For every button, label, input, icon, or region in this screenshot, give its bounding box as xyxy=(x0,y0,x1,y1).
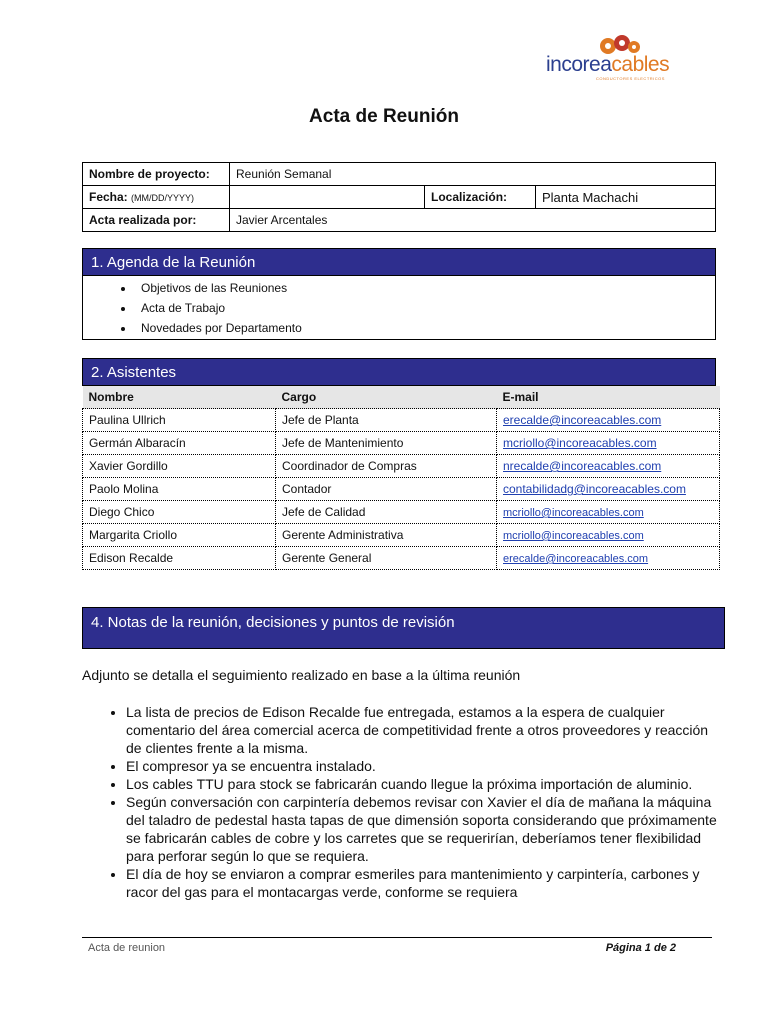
note-item: • El día de hoy se enviaron a comprar esmeriles para mantenimiento y carpintería, carbones y racor del gas para el montacargas verde, conforme se requiera xyxy=(126,865,726,901)
project-info-table xyxy=(82,162,716,232)
author-value: Javier Arcentales xyxy=(230,209,716,232)
document-title: Acta de Reunión xyxy=(309,106,459,127)
agenda-box xyxy=(82,276,716,340)
footer-page-number: Página 1 de 2 xyxy=(605,942,676,954)
date-value xyxy=(230,186,425,209)
date-label: Fecha: (MM/DD/YYYY) xyxy=(83,186,230,209)
footer-doc-name: Acta de reunion xyxy=(88,942,166,954)
attendee-role: Jefe de Mantenimiento xyxy=(276,432,497,455)
footer-divider xyxy=(82,937,712,938)
attendee-email-link[interactable]: mcriollo@incoreacables.com xyxy=(503,530,644,542)
attendee-role: Contador xyxy=(276,478,497,501)
attendee-email-link[interactable]: erecalde@incoreacables.com xyxy=(503,553,649,565)
attendee-role: Coordinador de Compras xyxy=(276,455,497,478)
note-item: • Los cables TTU para stock se fabricarán cuando llegue la próxima importación de aluminio. xyxy=(126,775,726,793)
column-header-email: E-mail xyxy=(497,386,720,409)
agenda-list xyxy=(83,278,715,338)
table-row xyxy=(83,501,720,524)
note-item: • La lista de precios de Edison Recalde fue entregada, estamos a la espera de cualquier comentario del área comercial acerca de competitividad frente a otros proveedores y reacción de clientes frente a la misma. xyxy=(126,703,726,757)
attendees-heading: 2. Asistentes xyxy=(82,358,716,386)
attendee-role: Gerente General xyxy=(276,547,497,570)
attendee-email-link[interactable]: mcriollo@incoreacables.com xyxy=(503,436,657,450)
attendees-table xyxy=(82,386,720,570)
attendee-email-link[interactable]: contabilidadg@incoreacables.com xyxy=(503,482,686,496)
agenda-heading: 1. Agenda de la Reunión xyxy=(82,248,716,276)
agenda-item: • Objetivos de las Reuniones xyxy=(135,278,715,298)
attendee-email-link[interactable]: erecalde@incoreacables.com xyxy=(503,413,662,427)
attendee-role: Gerente Administrativa xyxy=(276,524,497,547)
project-value: Reunión Semanal xyxy=(230,163,716,186)
table-row xyxy=(83,455,720,478)
attendee-name: Germán Albaracín xyxy=(83,432,276,455)
notes-heading: 4. Notas de la reunión, decisiones y puntos de revisión xyxy=(82,607,725,649)
attendee-name: Diego Chico xyxy=(83,501,276,524)
column-header-name: Nombre xyxy=(83,386,276,409)
attendee-name: Margarita Criollo xyxy=(83,524,276,547)
table-row xyxy=(83,524,720,547)
attendee-role: Jefe de Planta xyxy=(276,409,497,432)
attendees-header-row xyxy=(83,386,720,409)
note-item: • Según conversación con carpintería debemos revisar con Xavier el día de mañana la máquina del taladro de pedestal hasta tapas de que dimensión soporta considerando que próximamente se fabricarán cables de cobre y los carretes que se requerirían, deberíamos tener flexibilidad para perforar según lo que se requiera. xyxy=(126,793,726,865)
attendee-name: Paolo Molina xyxy=(83,478,276,501)
location-value: Planta Machachi xyxy=(536,186,716,209)
attendee-email-link[interactable]: mcriollo@incoreacables.com xyxy=(503,507,644,519)
agenda-item: • Acta de Trabajo xyxy=(135,298,715,318)
location-label: Localización: xyxy=(425,186,536,209)
logo-tagline: CONDUCTORES ELECTRICOS xyxy=(596,76,665,81)
table-row xyxy=(83,547,720,570)
attendee-name: Edison Recalde xyxy=(83,547,276,570)
attendee-email-link[interactable]: nrecalde@incoreacables.com xyxy=(503,459,662,473)
attendee-name: Paulina Ullrich xyxy=(83,409,276,432)
note-item: • El compresor ya se encuentra instalado. xyxy=(126,757,726,775)
author-label: Acta realizada por: xyxy=(83,209,230,232)
notes-list xyxy=(108,703,726,901)
attendee-role: Jefe de Calidad xyxy=(276,501,497,524)
company-logo xyxy=(546,34,696,84)
notes-intro: Adjunto se detalla el seguimiento realizado en base a la última reunión xyxy=(82,667,521,683)
project-label: Nombre de proyecto: xyxy=(83,163,230,186)
logo-wordmark: incoreacables xyxy=(546,53,670,76)
table-row xyxy=(83,409,720,432)
attendee-name: Xavier Gordillo xyxy=(83,455,276,478)
column-header-role: Cargo xyxy=(276,386,497,409)
table-row xyxy=(83,478,720,501)
agenda-item: • Novedades por Departamento xyxy=(135,318,715,338)
table-row xyxy=(83,432,720,455)
